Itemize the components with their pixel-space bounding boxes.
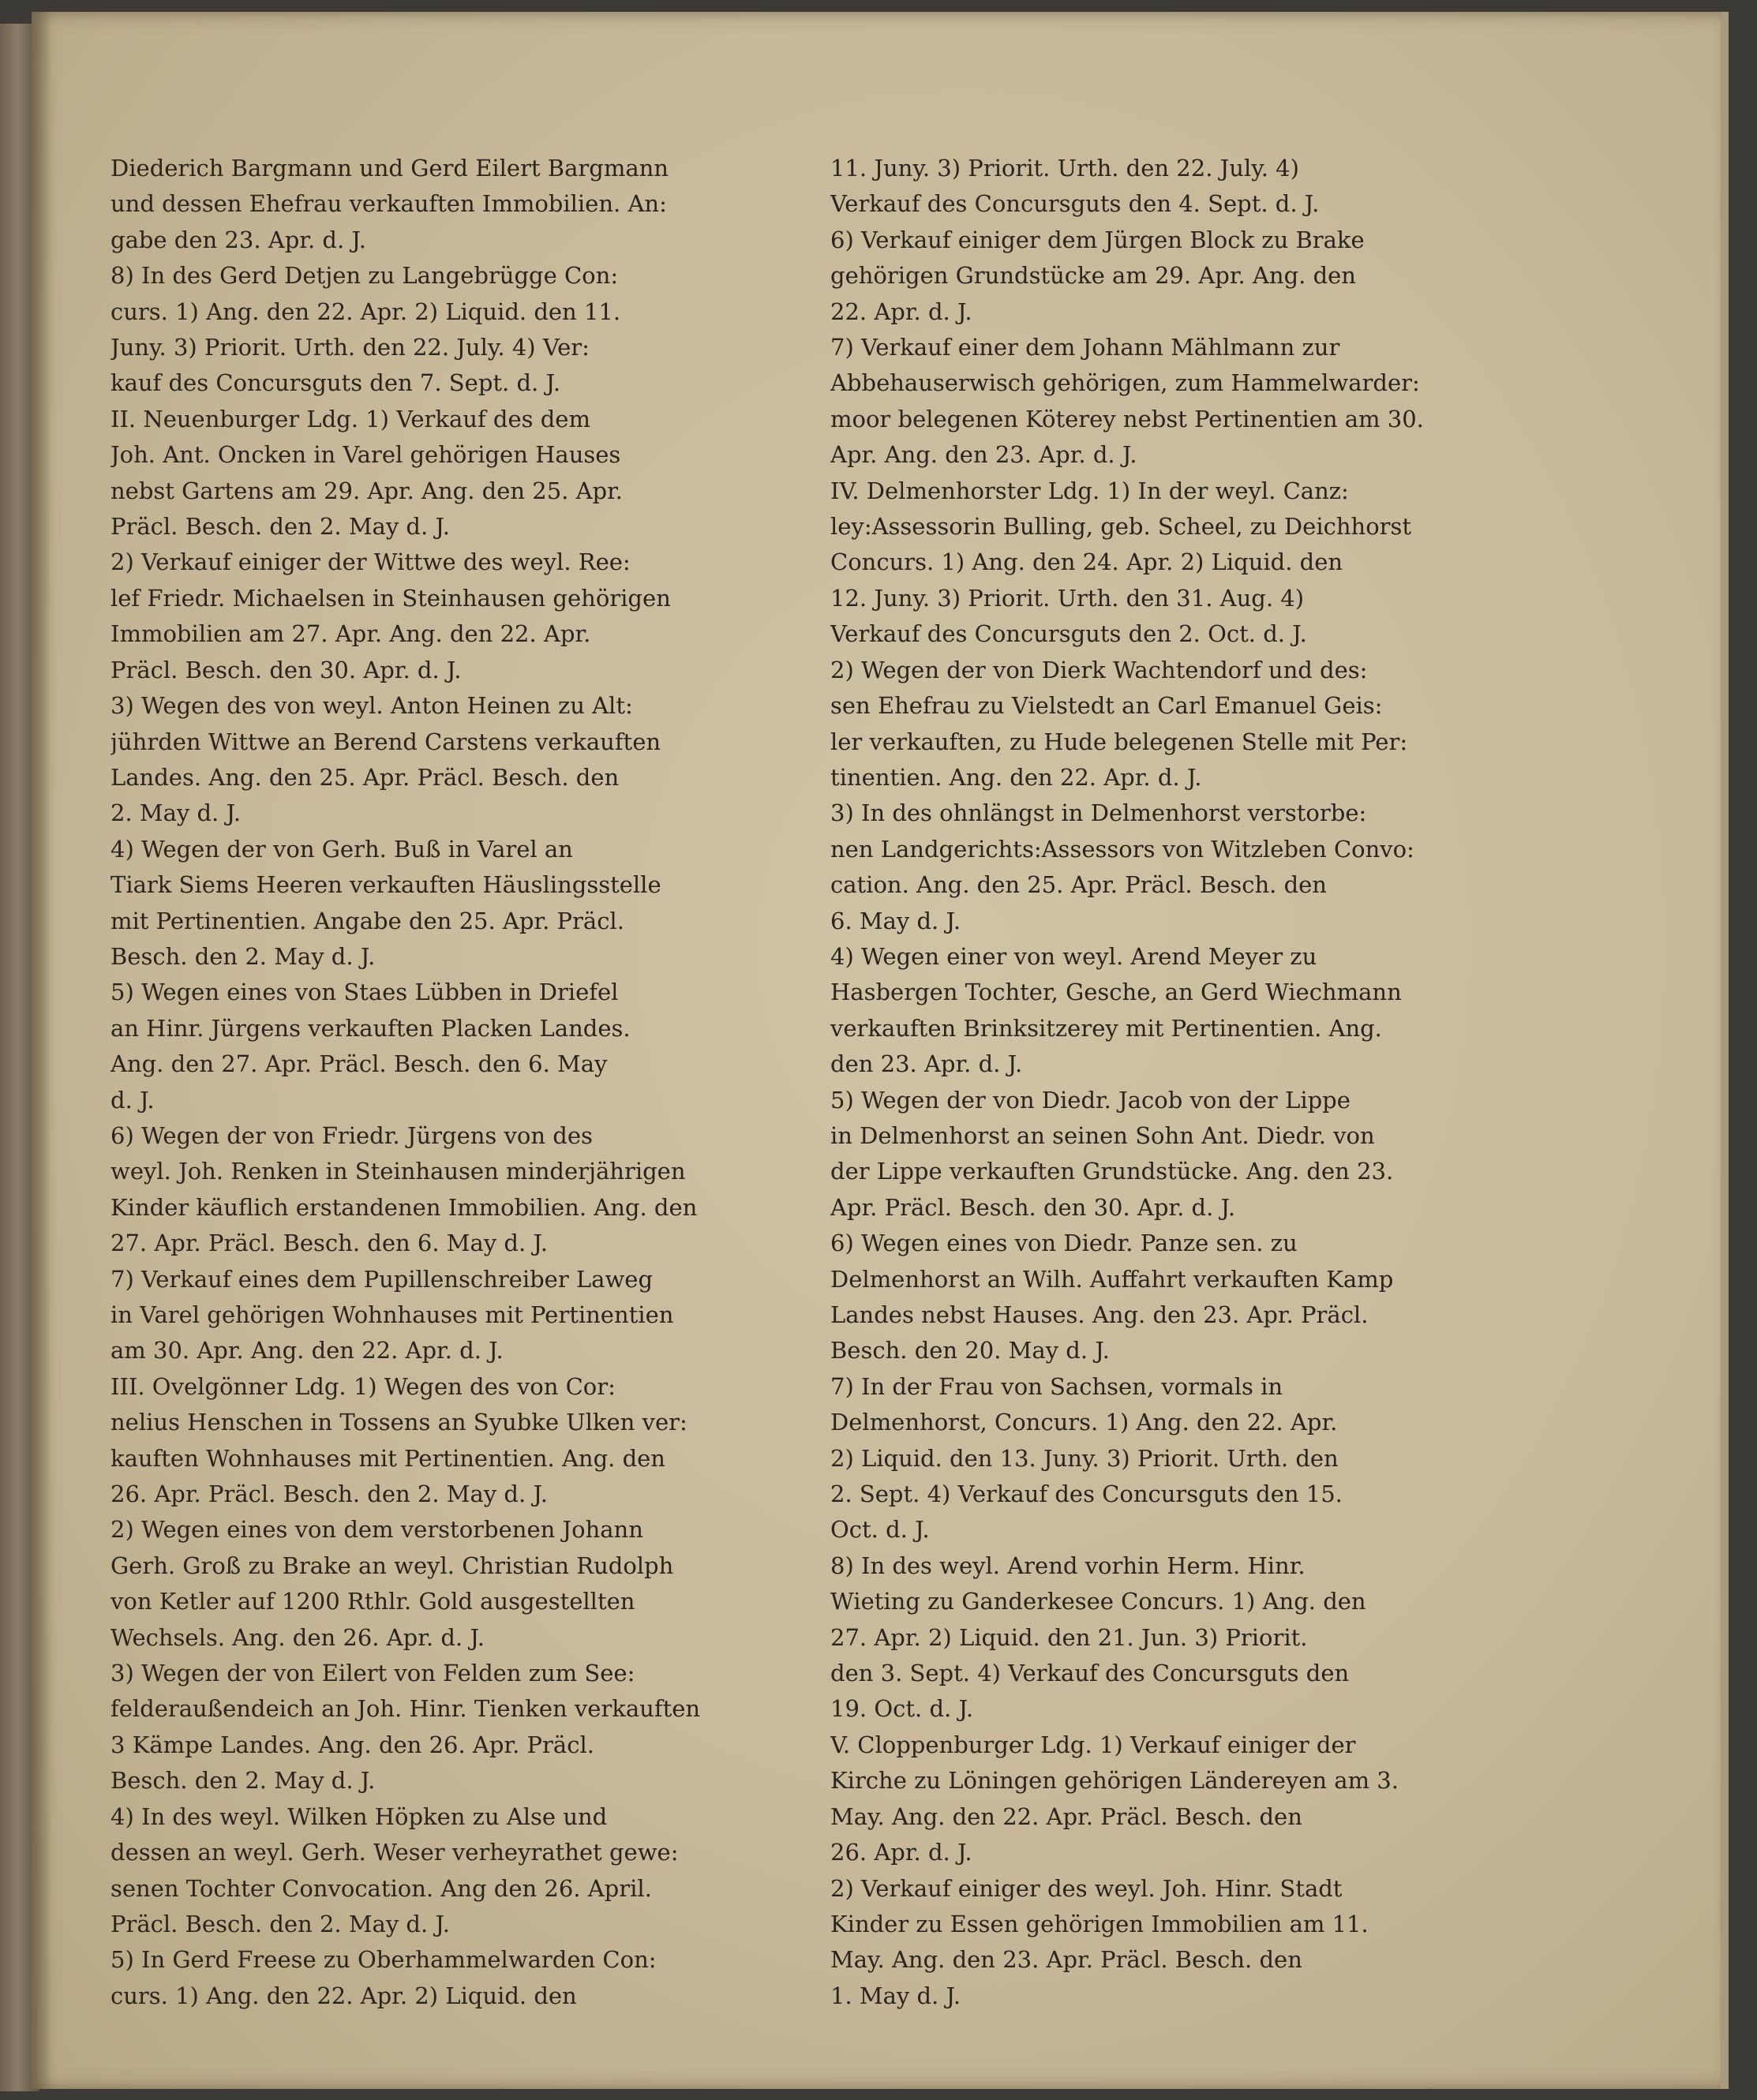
text-line: 3) Wegen der von Eilert von Felden zum See: <box>111 1660 635 1687</box>
text-line: 26. Apr. Präcl. Besch. den 2. May d. J. <box>111 1480 548 1508</box>
text-line: jührden Wittwe an Berend Carstens verkauften <box>111 728 661 755</box>
text-line: Besch. den 2. May d. J. <box>111 1767 376 1795</box>
text-line: 8) In des Gerd Detjen zu Langebrügge Con: <box>111 262 619 290</box>
text-line: 5) Wegen der von Diedr. Jacob von der Lippe <box>830 1086 1351 1114</box>
text-line: 6) Verkauf einiger dem Jürgen Block zu Brake <box>830 226 1365 253</box>
left-text-column <box>111 151 845 2014</box>
text-line: Kinder zu Essen gehörigen Immobilien am 11. <box>830 1910 1369 1937</box>
text-line: Wieting zu Ganderkesee Concurs. 1) Ang. den <box>830 1588 1366 1615</box>
text-line: an Hinr. Jürgens verkauften Placken Landes. <box>111 1014 631 1042</box>
text-line: 2) Liquid. den 13. Juny. 3) Priorit. Urth. den <box>830 1444 1339 1472</box>
text-line: III. Ovelgönner Ldg. 1) Wegen des von Cor: <box>111 1372 616 1400</box>
text-line: Ang. den 27. Apr. Präcl. Besch. den 6. May <box>111 1050 608 1078</box>
text-line: ler verkauften, zu Hude belegenen Stelle mit Per: <box>830 728 1408 755</box>
text-line: 27. Apr. Präcl. Besch. den 6. May d. J. <box>111 1230 548 1257</box>
text-line: 2. Sept. 4) Verkauf des Concursguts den 15. <box>830 1480 1343 1508</box>
text-line: 8) In des weyl. Arend vorhin Herm. Hinr. <box>830 1552 1306 1579</box>
text-line: von Ketler auf 1200 Rthlr. Gold ausgestellten <box>111 1588 635 1615</box>
text-line: gabe den 23. Apr. d. J. <box>111 226 366 253</box>
text-line: verkauften Brinksitzerey mit Pertinentien. Ang. <box>830 1014 1382 1042</box>
text-line: mit Pertinentien. Angabe den 25. Apr. Präcl. <box>111 907 624 934</box>
text-line: in Varel gehörigen Wohnhauses mit Pertinentien <box>111 1301 674 1328</box>
text-line: 5) Wegen eines von Staes Lübben in Driefel <box>111 979 619 1006</box>
text-line: nelius Henschen in Tossens an Syubke Ulken ver: <box>111 1409 687 1436</box>
text-line: Abbehauserwisch gehörigen, zum Hammelwarder: <box>830 369 1420 397</box>
text-line: den 23. Apr. d. J. <box>830 1050 1023 1078</box>
text-line: nen Landgerichts:Assessors von Witzleben Convo: <box>830 835 1414 863</box>
text-line: 2) Verkauf einiger des weyl. Joh. Hinr. Stadt <box>830 1874 1343 1902</box>
text-line: 7) Verkauf eines dem Pupillenschreiber Laweg <box>111 1265 654 1293</box>
text-line: 7) Verkauf einer dem Johann Mählmann zur <box>830 334 1340 361</box>
text-line: Immobilien am 27. Apr. Ang. den 22. Apr. <box>111 620 591 648</box>
text-line: Verkauf des Concursguts den 2. Oct. d. J. <box>830 620 1307 648</box>
text-line: Kinder käuflich erstandenen Immobilien. Ang. den <box>111 1193 698 1221</box>
text-line: Concurs. 1) Ang. den 24. Apr. 2) Liquid. den <box>830 548 1343 576</box>
text-line: Apr. Ang. den 23. Apr. d. J. <box>830 441 1137 469</box>
text-line: d. J. <box>111 1086 155 1114</box>
text-line: nebst Gartens am 29. Apr. Ang. den 25. Apr. <box>111 477 624 504</box>
text-line: 2) Wegen der von Dierk Wachtendorf und des: <box>830 656 1368 683</box>
text-line: 6. May d. J. <box>830 907 961 934</box>
text-line: Gerh. Groß zu Brake an weyl. Christian Rudolph <box>111 1552 674 1579</box>
page-edge <box>1721 12 1729 2089</box>
text-line: gehörigen Grundstücke am 29. Apr. Ang. den <box>830 262 1356 290</box>
text-line: Besch. den 20. May d. J. <box>830 1337 1110 1364</box>
text-line: 11. Juny. 3) Priorit. Urth. den 22. July. 4) <box>830 155 1299 182</box>
right-text-column <box>830 151 1566 2014</box>
text-line: Hasbergen Tochter, Gesche, an Gerd Wiechmann <box>830 979 1402 1006</box>
text-line: kauften Wohnhauses mit Pertinentien. Ang. den <box>111 1444 665 1472</box>
text-line: curs. 1) Ang. den 22. Apr. 2) Liquid. den 11. <box>111 298 621 325</box>
text-line: 2. May d. J. <box>111 799 242 827</box>
text-line: 22. Apr. d. J. <box>830 298 972 325</box>
text-line: May. Ang. den 22. Apr. Präcl. Besch. den <box>830 1802 1302 1830</box>
text-line: 2) Wegen eines von dem verstorbenen Johann <box>111 1516 643 1544</box>
text-line: 6) Wegen eines von Diedr. Panze sen. zu <box>830 1230 1298 1257</box>
text-line: Besch. den 2. May d. J. <box>111 942 376 970</box>
text-line: Delmenhorst, Concurs. 1) Ang. den 22. Apr. <box>830 1409 1338 1436</box>
text-line: cation. Ang. den 25. Apr. Präcl. Besch. den <box>830 871 1327 899</box>
text-line: sen Ehefrau zu Vielstedt an Carl Emanuel Geis: <box>830 692 1383 720</box>
text-line: Präcl. Besch. den 2. May d. J. <box>111 1910 451 1937</box>
text-line: kauf des Concursguts den 7. Sept. d. J. <box>111 369 561 397</box>
text-line: 12. Juny. 3) Priorit. Urth. den 31. Aug. 4) <box>830 584 1305 612</box>
text-line: II. Neuenburger Ldg. 1) Verkauf des dem <box>111 405 590 432</box>
text-line: 5) In Gerd Freese zu Oberhammelwarden Con: <box>111 1946 657 1974</box>
text-line: Juny. 3) Priorit. Urth. den 22. July. 4) Ver: <box>111 334 590 361</box>
printed-page <box>32 12 1729 2089</box>
text-line: weyl. Joh. Renken in Steinhausen minderjährigen <box>111 1158 686 1185</box>
text-line: curs. 1) Ang. den 22. Apr. 2) Liquid. den <box>111 1982 577 2009</box>
text-line: 4) Wegen der von Gerh. Buß in Varel an <box>111 835 573 863</box>
text-line: 26. Apr. d. J. <box>830 1839 972 1866</box>
text-line: 4) Wegen einer von weyl. Arend Meyer zu <box>830 942 1317 970</box>
text-line: Wechsels. Ang. den 26. Apr. d. J. <box>111 1623 485 1651</box>
text-line: 27. Apr. 2) Liquid. den 21. Jun. 3) Priorit. <box>830 1623 1308 1651</box>
text-line: 3) Wegen des von weyl. Anton Heinen zu Alt: <box>111 692 633 720</box>
text-line: moor belegenen Köterey nebst Pertinentien am 30. <box>830 405 1424 432</box>
gutter-shadow <box>32 12 52 2089</box>
text-line: felderaußendeich an Joh. Hinr. Tienken verkauften <box>111 1695 701 1723</box>
text-line: Präcl. Besch. den 2. May d. J. <box>111 513 451 541</box>
text-line: Oct. d. J. <box>830 1516 930 1544</box>
text-line: und dessen Ehefrau verkauften Immobilien. An: <box>111 190 667 218</box>
text-line: V. Cloppenburger Ldg. 1) Verkauf einiger der <box>830 1731 1356 1758</box>
text-line: tinentien. Ang. den 22. Apr. d. J. <box>830 763 1202 791</box>
text-line: 2) Verkauf einiger der Wittwe des weyl. Ree: <box>111 548 631 576</box>
text-line: dessen an weyl. Gerh. Weser verheyrathet gewe: <box>111 1839 679 1866</box>
text-line: 3) In des ohnlängst in Delmenhorst verstorbe: <box>830 799 1367 827</box>
text-line: Delmenhorst an Wilh. Auffahrt verkauften Kamp <box>830 1265 1394 1293</box>
text-line: Joh. Ant. Oncken in Varel gehörigen Hauses <box>111 441 621 469</box>
text-line: Verkauf des Concursguts den 4. Sept. d. J. <box>830 190 1320 218</box>
text-line: in Delmenhorst an seinen Sohn Ant. Diedr. von <box>830 1121 1375 1149</box>
text-line: 4) In des weyl. Wilken Höpken zu Alse und <box>111 1802 608 1830</box>
text-line: lef Friedr. Michaelsen in Steinhausen gehörigen <box>111 584 671 612</box>
text-line: Kirche zu Löningen gehörigen Ländereyen am 3. <box>830 1767 1399 1795</box>
text-line: Präcl. Besch. den 30. Apr. d. J. <box>111 656 462 683</box>
text-line: 1. May d. J. <box>830 1982 961 2009</box>
text-line: Tiark Siems Heeren verkauften Häuslingsstelle <box>111 871 661 899</box>
text-line: Diederich Bargmann und Gerd Eilert Bargmann <box>111 155 669 182</box>
text-line: senen Tochter Convocation. Ang den 26. April. <box>111 1874 652 1902</box>
text-line: der Lippe verkauften Grundstücke. Ang. den 23. <box>830 1158 1394 1185</box>
text-line: 6) Wegen der von Friedr. Jürgens von des <box>111 1121 593 1149</box>
text-line: Landes. Ang. den 25. Apr. Präcl. Besch. den <box>111 763 620 791</box>
text-line: 7) In der Frau von Sachsen, vormals in <box>830 1372 1283 1400</box>
text-line: Apr. Präcl. Besch. den 30. Apr. d. J. <box>830 1193 1236 1221</box>
text-line: ley:Assessorin Bulling, geb. Scheel, zu Deichhorst <box>830 513 1412 541</box>
text-line: 19. Oct. d. J. <box>830 1695 974 1723</box>
text-line: den 3. Sept. 4) Verkauf des Concursguts den <box>830 1660 1350 1687</box>
text-line: Landes nebst Hauses. Ang. den 23. Apr. Präcl. <box>830 1301 1369 1328</box>
text-line: May. Ang. den 23. Apr. Präcl. Besch. den <box>830 1946 1302 1974</box>
text-line: 3 Kämpe Landes. Ang. den 26. Apr. Präcl. <box>111 1731 594 1758</box>
text-line: IV. Delmenhorster Ldg. 1) In der weyl. Canz: <box>830 477 1349 504</box>
text-line: am 30. Apr. Ang. den 22. Apr. d. J. <box>111 1337 504 1364</box>
